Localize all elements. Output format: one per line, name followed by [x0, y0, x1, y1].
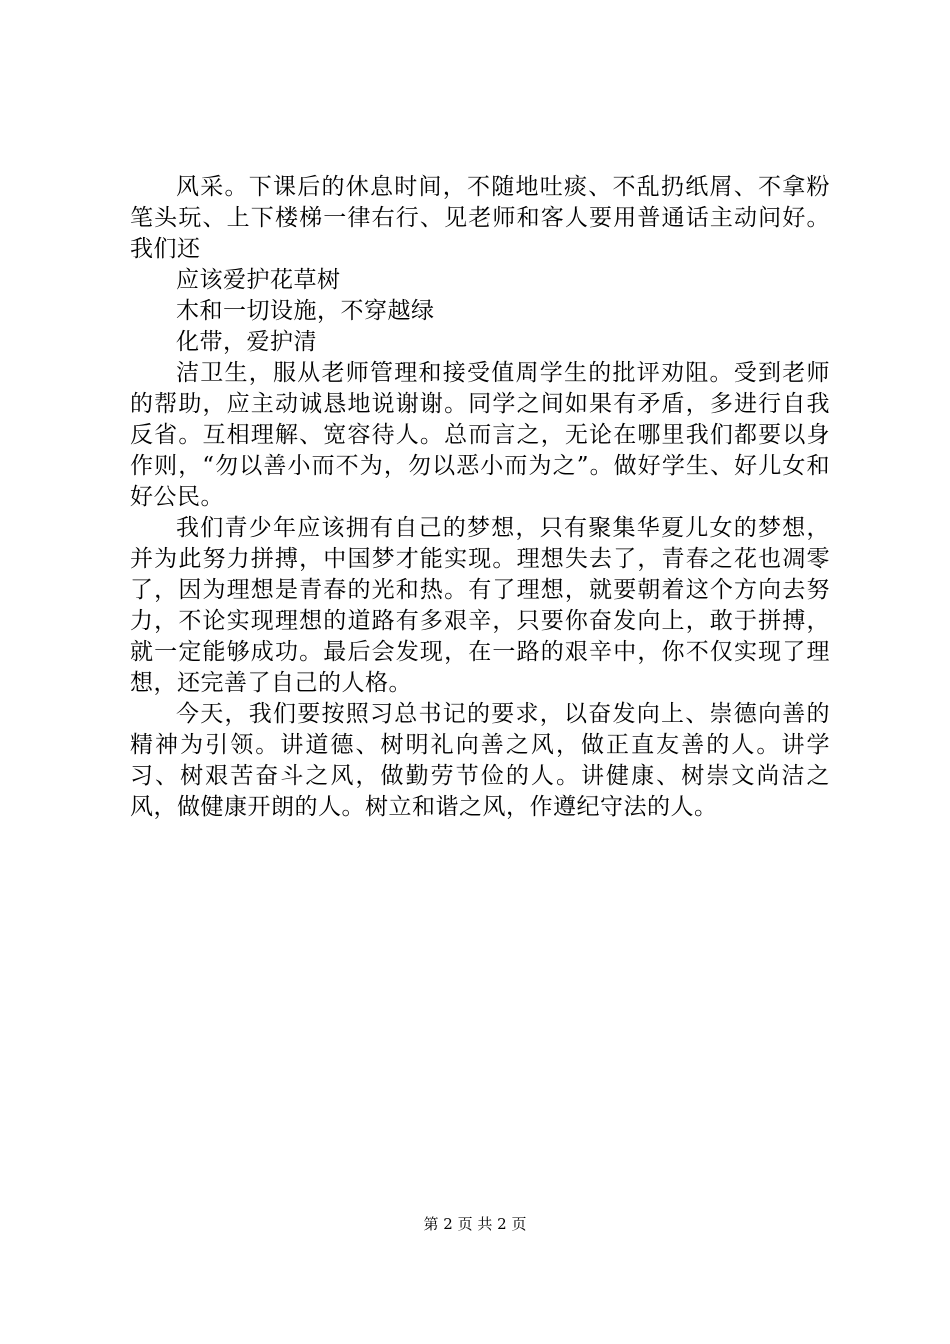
paragraph: 风采。下课后的休息时间，不随地吐痰、不乱扔纸屑、不拿粉笔头玩、上下楼梯一律右行、见老师和客人要用普通话主动问好。我们还 [130, 174, 830, 262]
paragraph: 我们青少年应该拥有自己的梦想，只有聚集华夏儿女的梦想，并为此努力拼搏，中国梦才能实现。理想失去了，青春之花也凋零了，因为理想是青春的光和热。有了理想，就要朝着这个方向去努力，不论实现理想的道路有多艰辛，只要你奋发向上，敢于拼搏，就一定能够成功。最后会发现，在一路的艰辛中，你不仅实现了理想，还完善了自己的人格。 [130, 515, 830, 696]
document-body [130, 172, 830, 823]
paragraph: 今天，我们要按照习总书记的要求，以奋发向上、崇德向善的精神为引领。讲道德、树明礼向善之风，做正直友善的人。讲学习、树艰苦奋斗之风，做勤劳节俭的人。讲健康、树崇文尚洁之风，做健康开朗的人。树立和谐之风，作遵纪守法的人。 [130, 701, 830, 820]
paragraph: 木和一切设施，不穿越绿 [176, 298, 435, 324]
page-footer: 第 2 页 共 2 页 [423, 1215, 527, 1233]
paragraph: 应该爱护花草树 [176, 267, 341, 293]
paragraph: 化带，爱护清 [176, 329, 317, 355]
paragraph: 洁卫生，服从老师管理和接受值周学生的批评劝阻。受到老师的帮助，应主动诚恳地说谢谢。同学之间如果有矛盾，多进行自我反省。互相理解、宽容待人。总而言之，无论在哪里我们都要以身作则，“勿以善小而不为，勿以恶小而为之”。做好学生、好儿女和好公民。 [130, 360, 830, 510]
